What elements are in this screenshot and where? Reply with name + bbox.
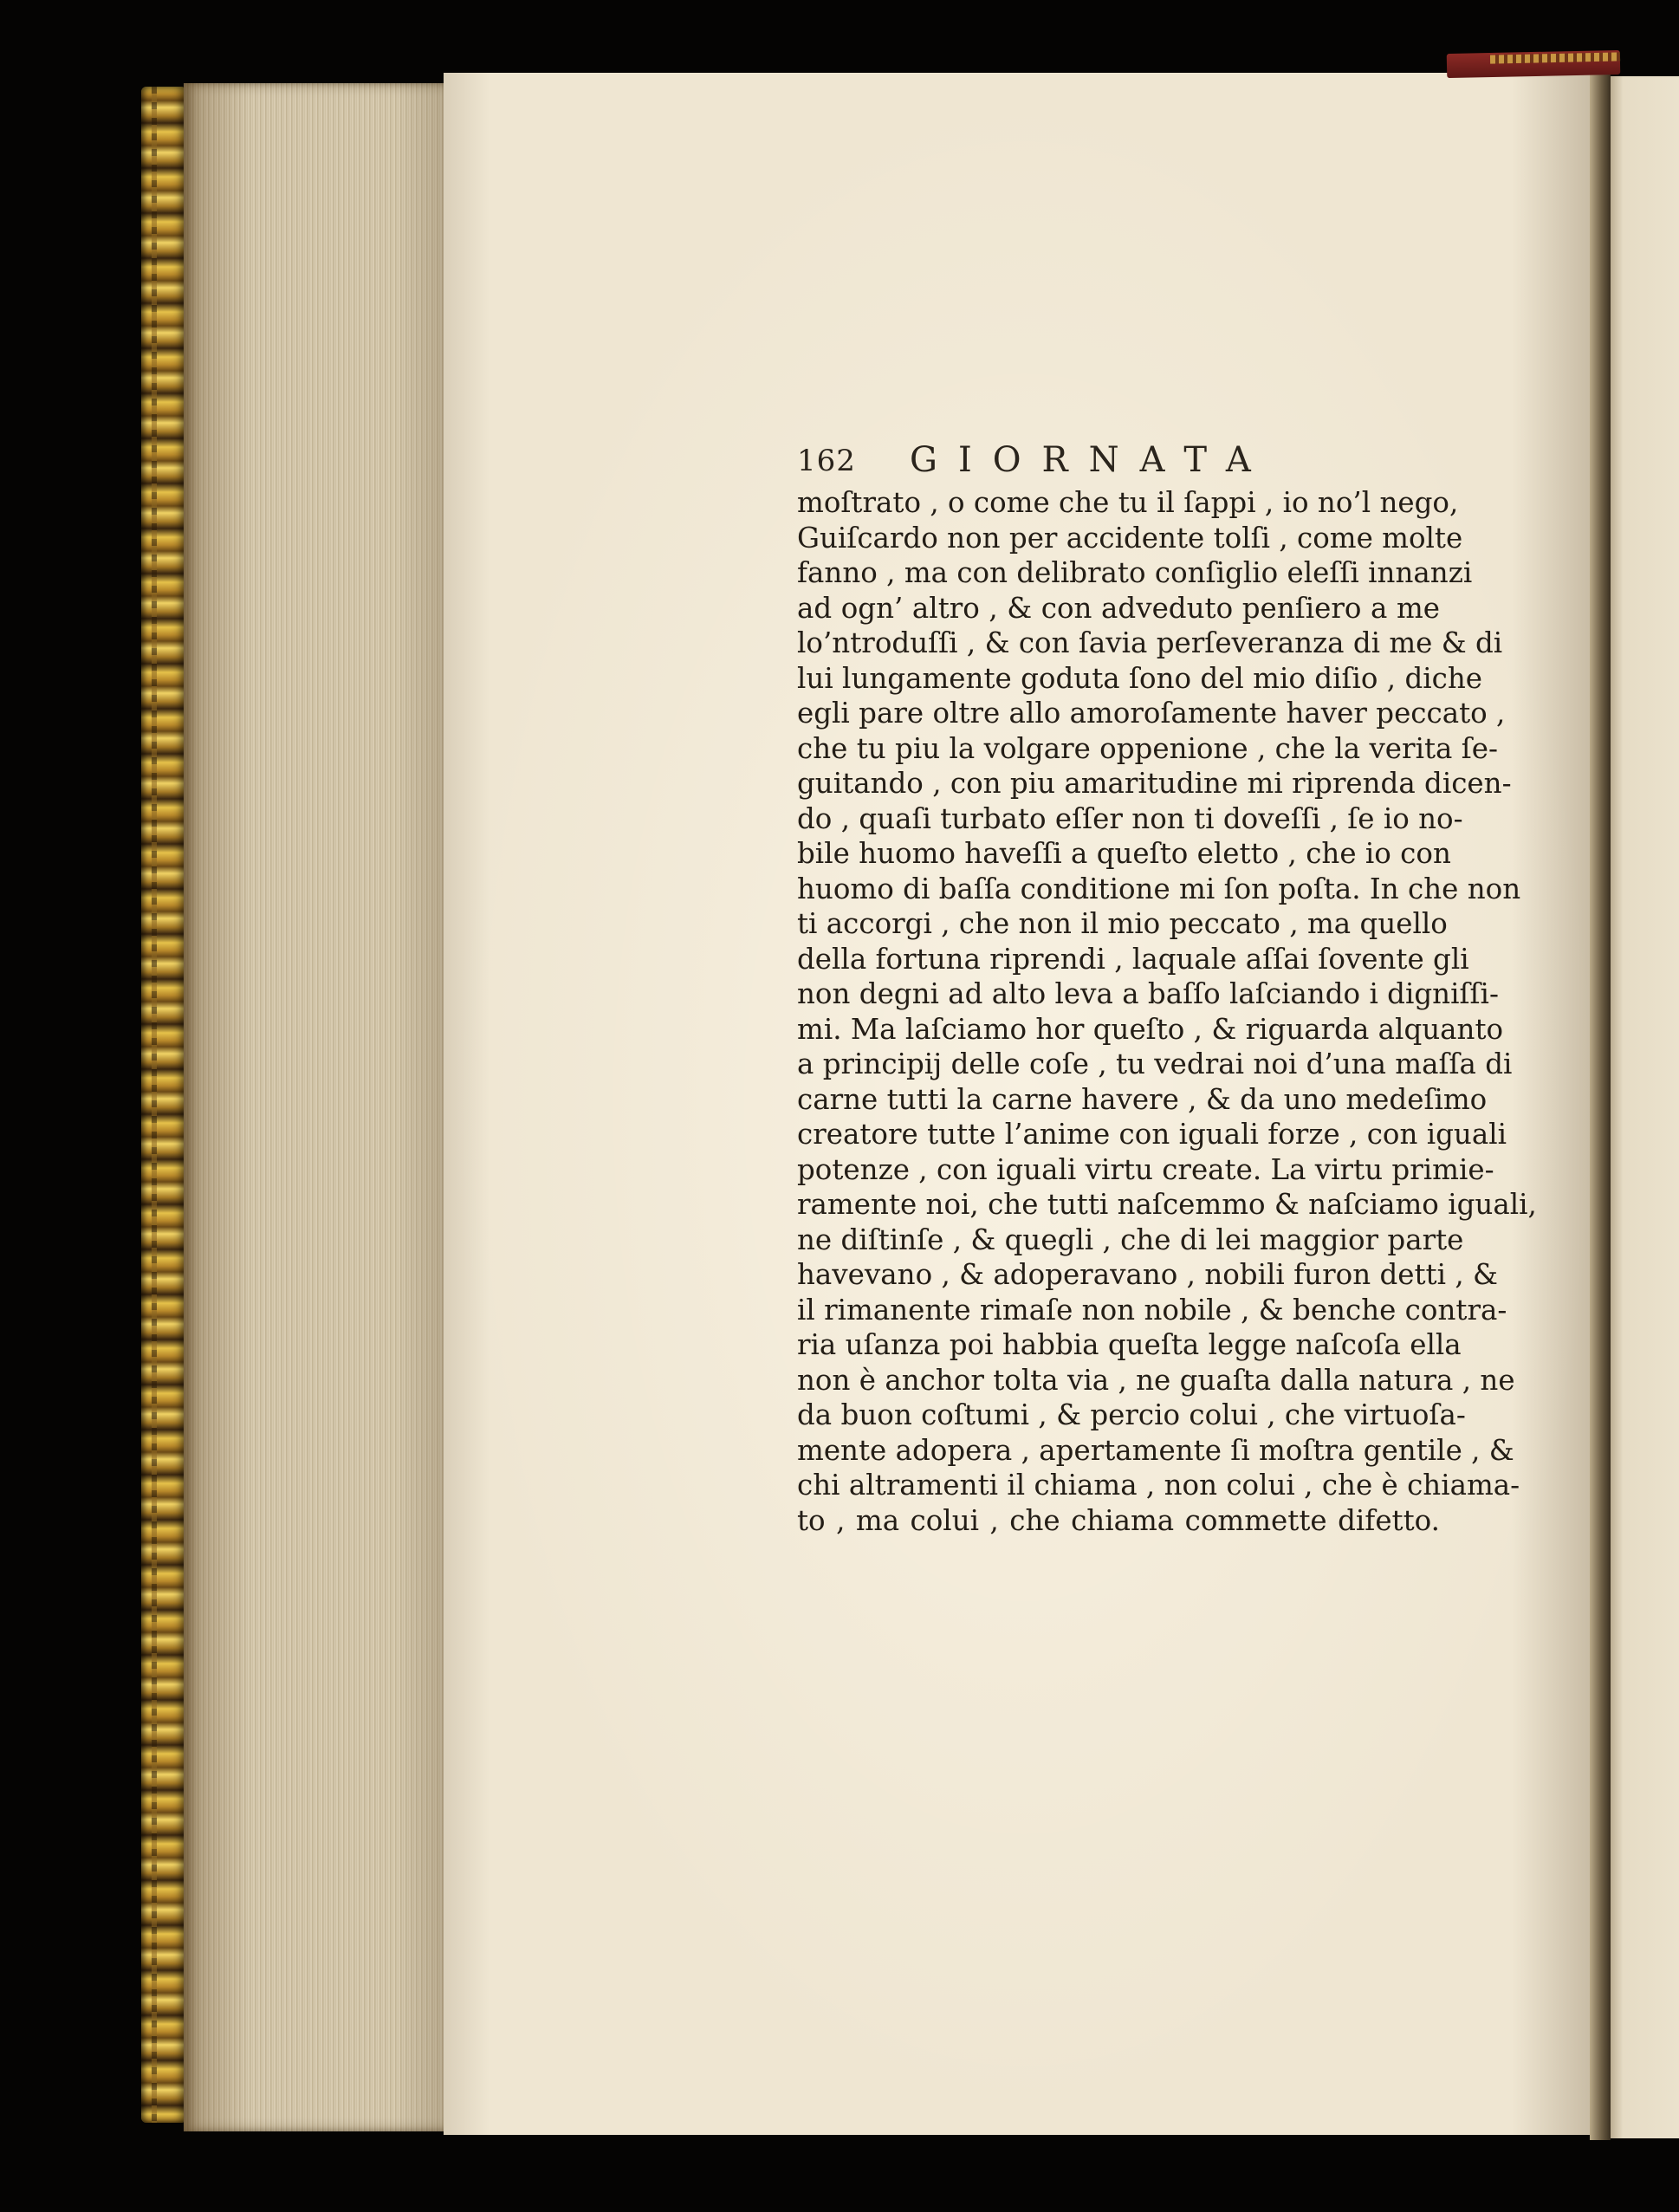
text-line: carne tutti la carne havere , & da uno medeſimo [797,1082,1488,1116]
text-line: to , ma colui , che chiama commette difetto. [797,1503,1440,1537]
running-head: GIORNATA [910,440,1272,480]
text-line: della fortuna riprendi , laquale aſſai ſovente gli [797,942,1469,976]
text-line: creatore tutte l’anime con iguali forze , con iguali [797,1118,1507,1151]
text-line: fanno , ma con delibrato conſiglio eleſſi innanzi [797,556,1473,589]
book-gutter [1590,61,1611,2140]
text-line: che tu piu la volgare oppenione , che la verita ſe- [797,731,1498,765]
text-line: lui lungamente goduta ſono del mio diſio , diche [797,661,1483,695]
text-line: il rimanente rimaſe non nobile , & benche contra- [797,1293,1507,1327]
page-edges-shadow [184,83,449,2131]
text-line: mente adopera , apertamente ſi moſtra gentile , & [797,1433,1514,1467]
text-line: ramente noi, che tutti naſcemmo & naſciamo iguali, [797,1188,1537,1221]
text-line: non è anchor tolta via , ne guaſta dalla natura , ne [797,1363,1515,1397]
text-line: bile huomo haveſſi a queſto eletto , che io con [797,837,1451,870]
text-line: guitando , con piu amaritudine mi riprenda dicen- [797,767,1512,800]
text-line: havevano , & adoperavano , nobili furon detti , & [797,1258,1498,1291]
text-line: ne diſtinſe , & quegli , che di lei maggior parte [797,1223,1464,1256]
text-line: ti accorgi , che non il mio peccato , ma quello [797,907,1448,940]
text-line: mi. Ma laſciamo hor queſto , & riguarda alquanto [797,1012,1504,1046]
text-line: moſtrato , o come che tu il ſappi , io no’l nego, [797,486,1459,519]
text-line: chi altramenti il chiama , non colui , che è chiama- [797,1469,1520,1502]
facing-page [1604,76,1679,2138]
body-text [797,485,1537,1538]
page-number: 162 [797,444,856,478]
gilded-spine [141,87,186,2123]
text-line: huomo di baſſa conditione mi ſon poſta. In che non [797,872,1521,905]
text-line: do , quaſi turbato eſſer non ti doveſſi , ſe io no- [797,801,1463,835]
spine-ornament [152,87,157,2123]
text-line: non degni ad alto leva a baſſo laſciando i digniſſi- [797,977,1499,1010]
text-line: ad ogn’ altro , & con adveduto penſiero a me [797,591,1440,625]
text-line: ria uſanza poi habbia queſta legge naſcoſa ella [797,1328,1462,1361]
text-line: potenze , con iguali virtu create. La virtu primie- [797,1152,1494,1186]
text-line: Guiſcardo non per accidente tolſi , come molte [797,521,1463,555]
text-line: a principij delle coſe , tu vedrai noi d’una maſſa di [797,1048,1513,1080]
text-line: da buon coſtumi , & percio colui , che virtuoſa- [797,1398,1466,1431]
page-header [797,440,1473,483]
text-line: egli pare oltre allo amoroſamente haver peccato , [797,697,1506,730]
text-line: lo’ntroduſſi , & con ſavia perſeveranza di me & di [797,626,1503,659]
